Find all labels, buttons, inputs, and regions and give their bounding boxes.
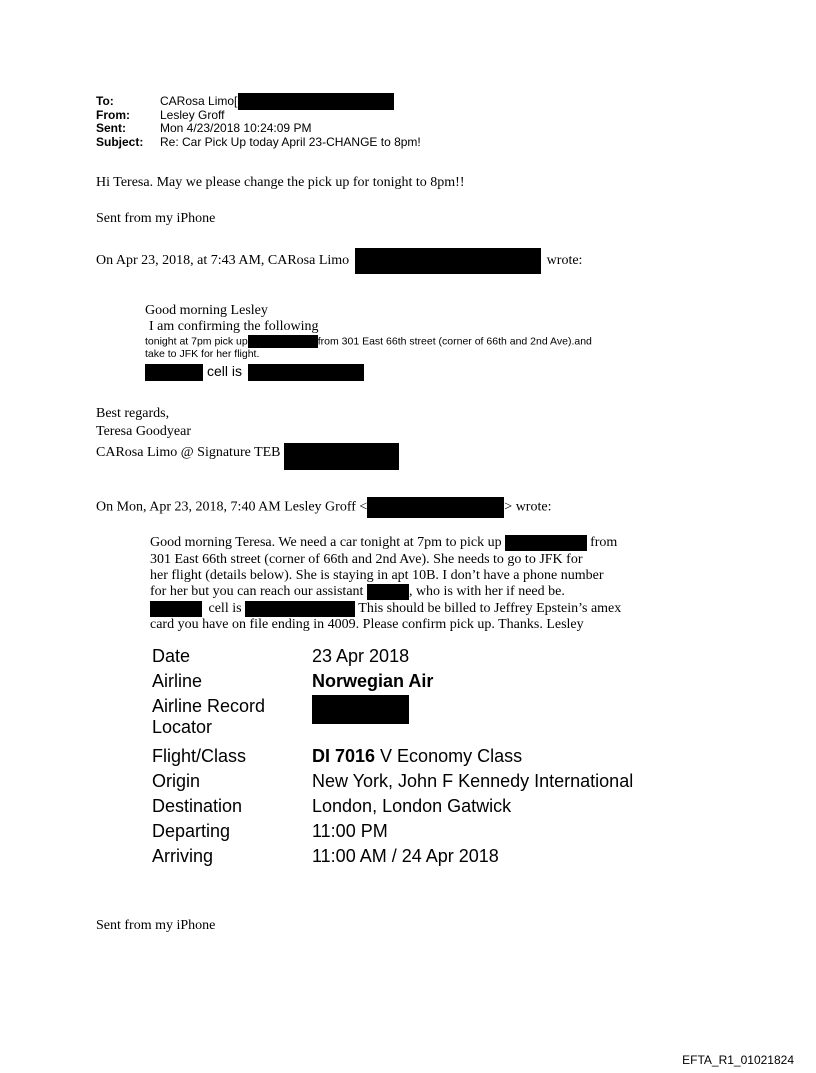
itinerary-row-airline bbox=[152, 671, 633, 696]
email-header bbox=[96, 95, 421, 149]
subject-value: Re: Car Pick Up today April 23-CHANGE to 8pm! bbox=[160, 134, 421, 149]
from-row bbox=[96, 109, 421, 123]
flight-label: Flight/Class bbox=[152, 746, 247, 766]
flight-number: DI 7016 bbox=[312, 746, 376, 766]
flight-class: V Economy Class bbox=[375, 746, 523, 766]
quote1-regards: Best regards, bbox=[96, 406, 170, 421]
itinerary-row-departing bbox=[152, 821, 633, 846]
redaction bbox=[312, 695, 409, 724]
quote2-body bbox=[150, 535, 680, 633]
redaction bbox=[150, 601, 202, 617]
from-value: Lesley Groff bbox=[160, 107, 225, 122]
quote2-line4 bbox=[150, 584, 680, 601]
quote1-line1: Good morning Lesley bbox=[145, 303, 268, 318]
itinerary-table bbox=[152, 646, 633, 871]
origin-label: Origin bbox=[152, 771, 201, 791]
quote1-line3 bbox=[145, 335, 592, 348]
closing-signature: Sent from my iPhone bbox=[96, 918, 216, 933]
quote1-intro bbox=[96, 248, 582, 274]
arriving-label: Arriving bbox=[152, 846, 214, 866]
itinerary-row-flight bbox=[152, 746, 633, 771]
quote2-p5b: This should be billed to Jeffrey Epstein’s amex bbox=[355, 600, 622, 616]
quote1-line2: I am confirming the following bbox=[149, 319, 319, 334]
from-label: From: bbox=[96, 107, 130, 122]
to-label: To: bbox=[96, 94, 114, 109]
sent-value: Mon 4/23/2018 10:24:09 PM bbox=[160, 121, 312, 136]
airline-label: Airline bbox=[152, 671, 203, 691]
record-label: Airline Record Locator bbox=[152, 696, 266, 737]
date-label: Date bbox=[152, 646, 191, 666]
sent-label: Sent: bbox=[96, 121, 126, 136]
itinerary-row-record bbox=[152, 696, 633, 746]
flight-value bbox=[312, 746, 522, 771]
quote2-line6: card you have on file ending in 4009. Please confirm pick up. Thanks. Lesley bbox=[150, 617, 584, 633]
departing-label: Departing bbox=[152, 821, 231, 841]
quote1-line3a: tonight at 7pm pick up bbox=[145, 335, 248, 348]
to-value: CARosa Limo[ bbox=[160, 94, 238, 109]
quote2-line2: 301 East 66th street (corner of 66th and 2nd Ave). She needs to go to JFK for bbox=[150, 551, 583, 567]
message-signature: Sent from my iPhone bbox=[96, 211, 216, 226]
quote2-line1 bbox=[150, 535, 680, 552]
itinerary-row-origin bbox=[152, 771, 633, 796]
arriving-value: 11:00 AM / 24 Apr 2018 bbox=[312, 846, 499, 866]
quote2-p1b: from bbox=[590, 535, 618, 551]
redaction bbox=[367, 584, 409, 600]
quote2-line5 bbox=[150, 601, 680, 618]
itinerary-row-destination bbox=[152, 796, 633, 821]
quote1-line4: take to JFK for her flight. bbox=[145, 348, 260, 361]
redaction bbox=[284, 443, 399, 470]
quote1-intro-suffix: wrote: bbox=[546, 253, 583, 269]
subject-label: Subject: bbox=[96, 134, 144, 149]
origin-value: New York, John F Kennedy International bbox=[312, 771, 634, 791]
quote1-line3b: from 301 East 66th street (corner of 66th and 2nd Ave).and bbox=[317, 335, 592, 348]
quote2-line3: her flight (details below). She is staying in apt 10B. I don’t have a phone number bbox=[150, 567, 604, 583]
quote2-intro bbox=[96, 497, 551, 518]
document-id: EFTA_R1_01021824 bbox=[682, 1053, 794, 1067]
quote1-company bbox=[96, 443, 399, 470]
quote1-name: Teresa Goodyear bbox=[96, 424, 192, 439]
record-value bbox=[312, 696, 409, 746]
quote1-cell-label: cell is bbox=[207, 363, 243, 380]
redaction bbox=[145, 364, 203, 381]
quote2-p5a: cell is bbox=[205, 600, 246, 616]
quote2-p4b: , who is with her if need be. bbox=[408, 584, 565, 600]
subject-row bbox=[96, 136, 421, 150]
to-row bbox=[96, 95, 421, 109]
date-value: 23 Apr 2018 bbox=[312, 646, 410, 666]
message-greeting: Hi Teresa. May we please change the pick up for tonight to 8pm!! bbox=[96, 175, 465, 190]
destination-value: London, London Gatwick bbox=[312, 796, 512, 816]
quote2-intro-prefix: On Mon, Apr 23, 2018, 7:40 AM Lesley Groff < bbox=[96, 499, 368, 515]
quote1-line5 bbox=[145, 362, 592, 381]
itinerary-row-arriving bbox=[152, 846, 633, 871]
redaction bbox=[355, 248, 541, 274]
redaction bbox=[248, 335, 318, 348]
itinerary-row-date bbox=[152, 646, 633, 671]
quote1-body bbox=[145, 303, 592, 381]
redaction bbox=[245, 601, 355, 617]
redaction bbox=[248, 364, 364, 381]
quote2-p4a: for her but you can reach our assistant bbox=[150, 584, 367, 600]
quote2-p1a: Good morning Teresa. We need a car tonight at 7pm to pick up bbox=[150, 535, 506, 551]
quote2-intro-suffix: > wrote: bbox=[504, 499, 552, 515]
destination-label: Destination bbox=[152, 796, 243, 816]
redaction bbox=[238, 93, 394, 110]
departing-value: 11:00 PM bbox=[312, 821, 388, 841]
quote1-intro-prefix: On Apr 23, 2018, at 7:43 AM, CARosa Limo bbox=[96, 253, 353, 269]
redaction bbox=[505, 535, 587, 551]
redaction bbox=[367, 497, 504, 518]
sent-row bbox=[96, 122, 421, 136]
airline-value: Norwegian Air bbox=[312, 671, 434, 691]
quote1-company-text: CARosa Limo @ Signature TEB bbox=[96, 445, 285, 460]
